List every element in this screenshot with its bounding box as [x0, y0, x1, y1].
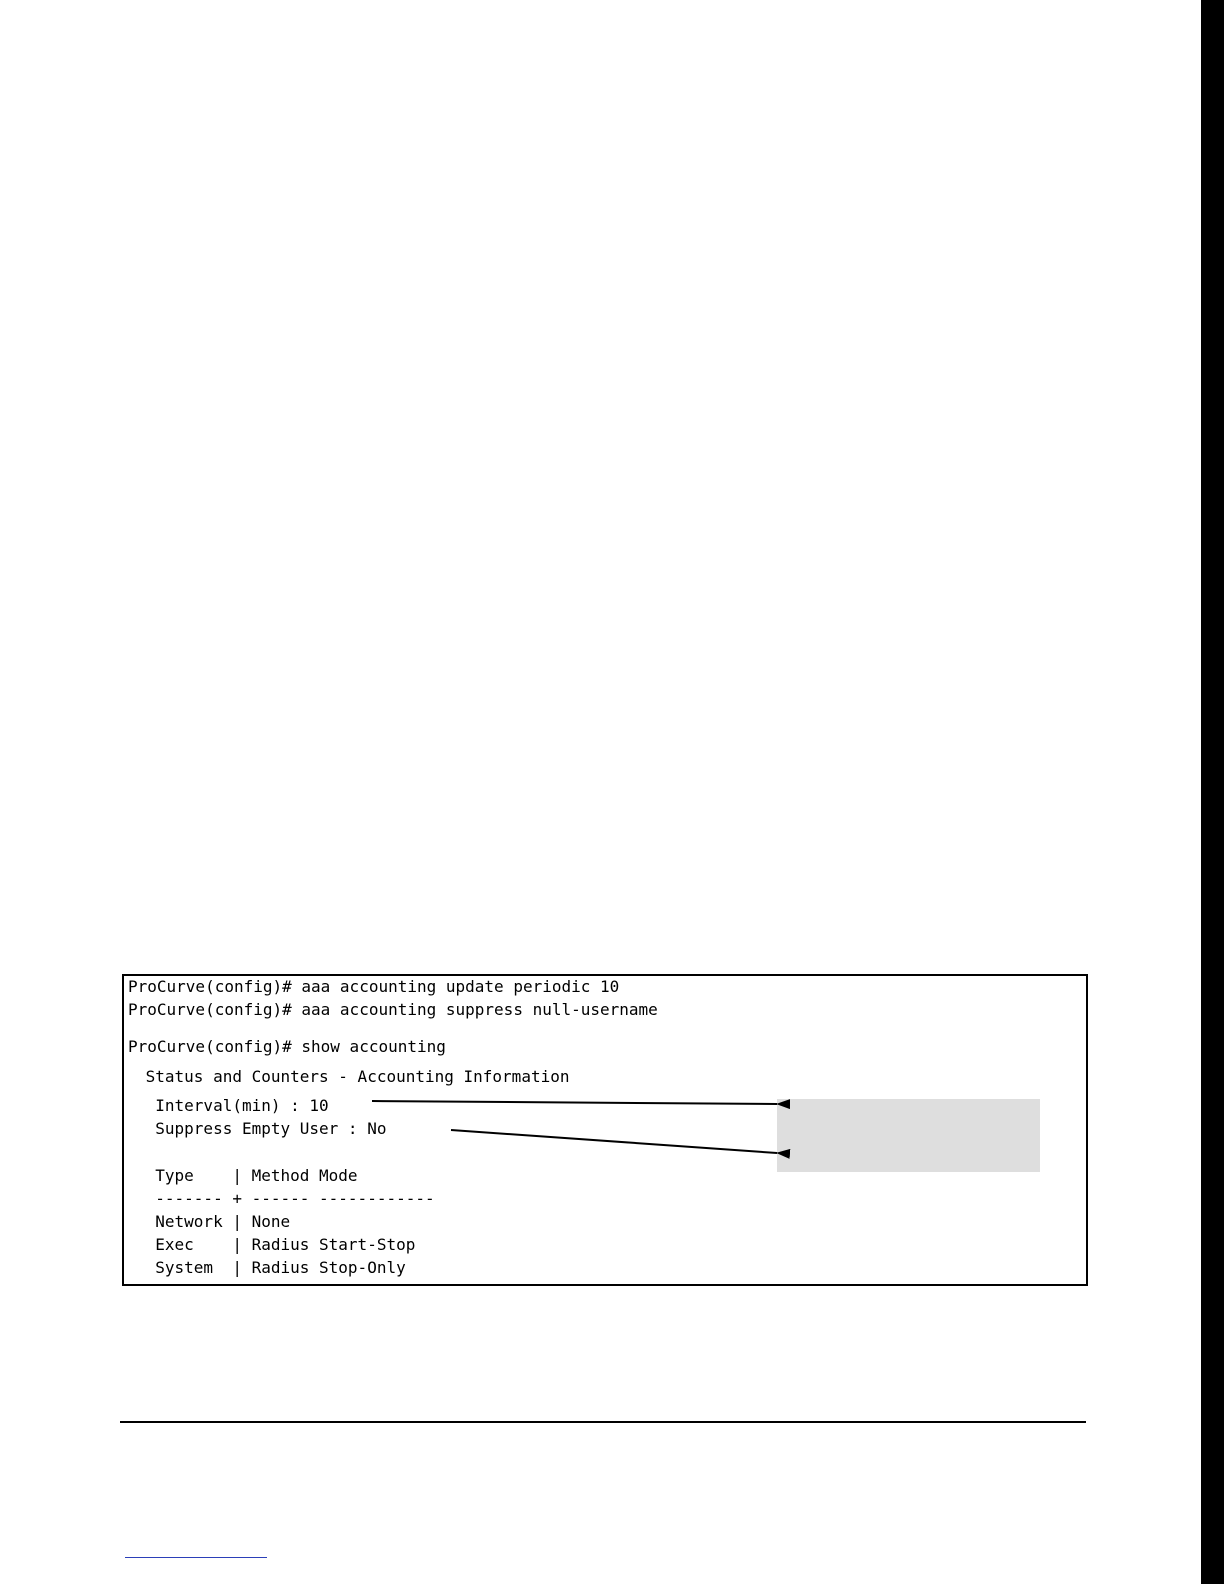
page-edge-bar	[1201, 0, 1224, 1584]
cli-output-interval: Interval(min) : 10	[136, 1096, 329, 1115]
footer-link-underline	[125, 1557, 267, 1558]
cli-output-heading: Status and Counters - Accounting Information	[136, 1067, 570, 1086]
callout-box	[777, 1099, 1040, 1172]
cli-table-row: Exec | Radius Start-Stop	[136, 1235, 416, 1254]
cli-output-suppress: Suppress Empty User : No	[136, 1119, 387, 1138]
cli-command-line: ProCurve(config)# aaa accounting suppress null-username	[128, 1000, 658, 1019]
footer-rule	[120, 1421, 1086, 1423]
cli-command-line: ProCurve(config)# show accounting	[128, 1037, 446, 1056]
cli-table-divider: ------- + ------ ------------	[136, 1189, 435, 1208]
cli-table-row: System | Radius Stop-Only	[136, 1258, 406, 1277]
cli-table-header: Type | Method Mode	[136, 1166, 358, 1185]
cli-command-line: ProCurve(config)# aaa accounting update periodic 10	[128, 977, 620, 996]
cli-table-row: Network | None	[136, 1212, 291, 1231]
